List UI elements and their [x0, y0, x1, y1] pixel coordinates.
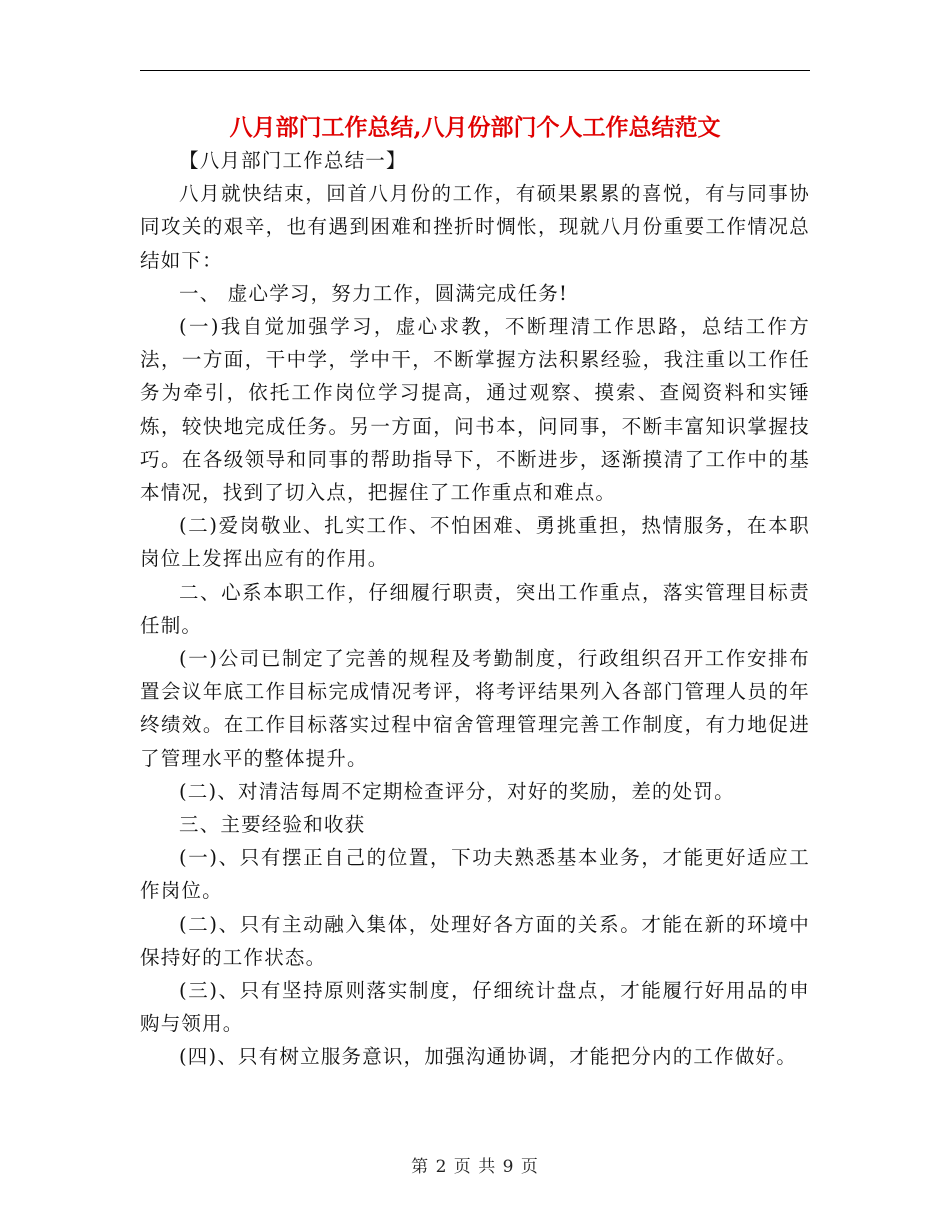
body-paragraph: (二)、只有主动融入集体，处理好各方面的关系。才能在新的环境中保持好的工作状态。: [140, 912, 810, 969]
body-paragraph: 二、心系本职工作，仔细履行职责，突出工作重点，落实管理目标责任制。: [140, 580, 810, 637]
section-heading: 【八月部门工作总结一】: [179, 149, 407, 172]
header-rule: [140, 70, 810, 71]
body-paragraph: (三)、只有坚持原则落实制度，仔细统计盘点，才能履行好用品的申购与领用。: [140, 979, 810, 1036]
body-paragraph: (四)、只有树立服务意识，加强沟通协调，才能把分内的工作做好。: [179, 1045, 797, 1069]
body-paragraph: (二)、对清洁每周不定期检查评分，对好的奖励，差的处罚。: [179, 779, 735, 803]
body-paragraph: (一)公司已制定了完善的规程及考勤制度，行政组织召开工作安排布置会议年底工作目标完成情况考评，将考评结果列入各部门管理人员的年终绩效。在工作目标落实过程中宿舍管理管理完善工作制度，有力地促进了管理水平的整体提升。: [140, 647, 810, 770]
body-paragraph: 一、 虚心学习，努力工作，圆满完成任务!: [179, 281, 569, 305]
document-body: [140, 144, 810, 1074]
document-title: 八月部门工作总结,八月份部门个人工作总结范文: [229, 114, 721, 141]
body-paragraph: (二)爱岗敬业、扎实工作、不怕困难、勇挑重担，热情服务，在本职岗位上发挥出应有的作用。: [140, 514, 810, 571]
page-number-footer: 第 2 页 共 9 页: [411, 1157, 539, 1177]
body-paragraph: (一)、只有摆正自己的位置，下功夫熟悉基本业务，才能更好适应工作岗位。: [140, 846, 810, 903]
body-paragraph: (一)我自觉加强学习，虚心求教，不断理清工作思路，总结工作方法，一方面，干中学，学中干，不断掌握方法积累经验，我注重以工作任务为牵引，依托工作岗位学习提高，通过观察、摸索、查阅资料和实锤炼，较快地完成任务。另一方面，问书本，问同事，不断丰富知识掌握技巧。在各级领导和同事的帮助指导下，不断进步，逐渐摸清了工作中的基本情况，找到了切入点，把握住了工作重点和难点。: [140, 315, 810, 505]
body-paragraph: 三、主要经验和收获: [179, 813, 366, 837]
body-paragraph: 八月就快结束，回首八月份的工作，有硕果累累的喜悦，有与同事协同攻关的艰辛，也有遇到困难和挫折时惆怅，现就八月份重要工作情况总结如下：: [140, 182, 810, 272]
